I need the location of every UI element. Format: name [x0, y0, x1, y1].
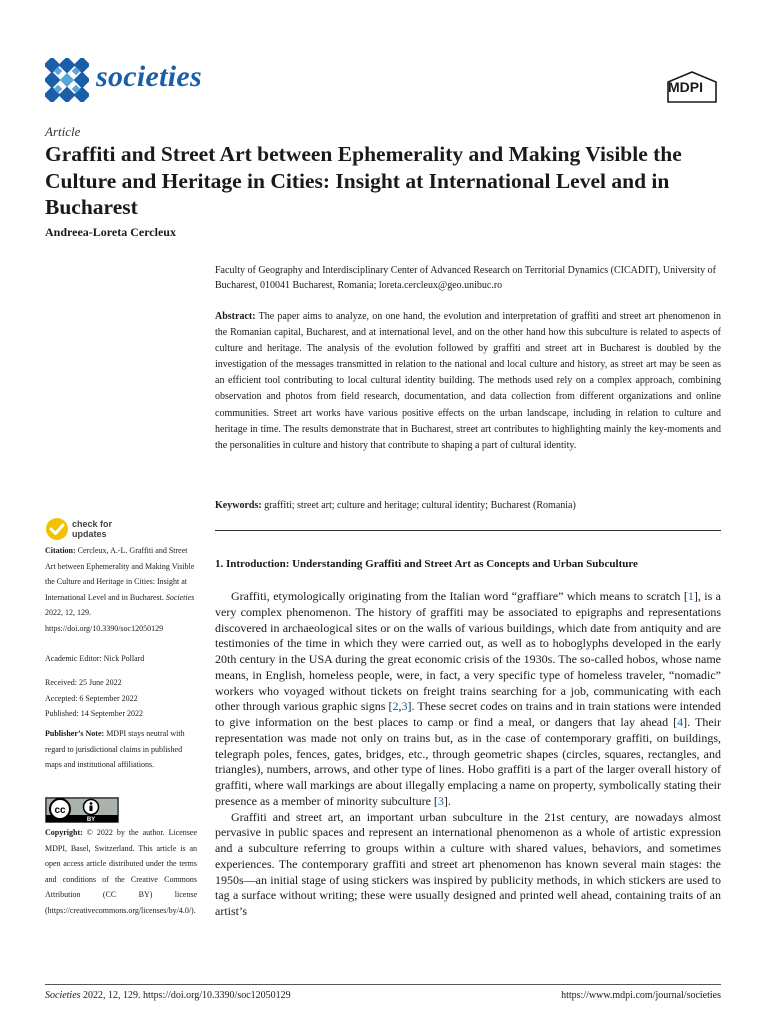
check-for-updates-label[interactable] [72, 519, 112, 539]
footer-doi[interactable]: 2022, 12, 129. https://doi.org/10.3390/soc12050129 [83, 990, 291, 1001]
abstract-label: Abstract: [215, 311, 256, 322]
citation-ref[interactable]: 3 [437, 793, 444, 808]
citation-ref[interactable]: 3 [401, 699, 408, 714]
received-date: Received: 25 June 2022 [45, 678, 122, 687]
citation-journal: Societies [165, 592, 195, 602]
divider [215, 530, 721, 531]
publisher-note-text: MDPI stays neutral with regard to jurisdictional claims in published maps and institutional affiliations. [45, 729, 185, 769]
citation-label: Citation: [45, 546, 76, 555]
author-name: Andreea-Loreta Cercleux [45, 225, 176, 239]
societies-logo-icon [45, 58, 89, 102]
citation [45, 543, 197, 636]
check-line-1: check for [72, 519, 113, 529]
paper-title: Graffiti and Street Art between Ephemerality and Making Visible the Culture and Heritage in Cities: Insight at International Level and in Bucharest [45, 142, 682, 219]
check-for-updates-icon[interactable] [45, 517, 69, 541]
keywords-label: Keywords: [215, 500, 262, 511]
publisher-note [45, 726, 197, 773]
published-date: Published: 14 September 2022 [45, 709, 143, 718]
svg-text:cc: cc [54, 805, 66, 816]
citation-doi[interactable]: 2022, 12, 129. https://doi.org/10.3390/soc12050129 [45, 608, 164, 633]
abstract [215, 309, 721, 454]
copyright [45, 825, 197, 918]
citation-text: Cercleux, A.-L. Graffiti and Street Art between Ephemerality and Making Visible the Culture and Heritage in Cities: Insight at International Level and in Bucharest. [45, 546, 195, 602]
copyright-label: Copyright: [45, 828, 83, 837]
citation-ref[interactable]: 1 [687, 589, 694, 603]
dates [45, 675, 197, 722]
academic-editor: Academic Editor: Nick Pollard [45, 654, 145, 663]
footer-citation [45, 990, 291, 1001]
citation-ref[interactable]: 2 [392, 699, 399, 714]
mdpi-logo-text: MDPI [668, 79, 703, 95]
accepted-date: Accepted: 6 September 2022 [45, 693, 138, 703]
cc-by-label: BY [86, 817, 96, 823]
abstract-text: The paper aims to analyze, on one hand, the evolution and interpretation of graffiti and street art phenomenon in the Romanian capital, Bucharest, and at international level, and on the other hand how this subculture is related to aspects of culture and heritage. The analysis of the evolution followed by graffiti and street art in Bucharest is doubled by the investigation of the messages transmitted in relation to the national and local culture and history, as street art may be seen as an efficient tool contributing to local cultural identity building. The methods used rely on a complex approach, combining observation and photos from field research, documentation, and data collection from different organizations and online communities. Street art works have various positive effects on the urban landscape, including in relation to culture and heritage in time. The results demonstrate that in Bucharest, street art contributes to highlighting mainly the key-moments and the personalities in culture and history that contribute to shaping a part of cultural identity. [215, 311, 721, 451]
cc-by-license-icon[interactable] [45, 797, 119, 823]
journal-name: societies [96, 60, 203, 93]
affiliation: Faculty of Geography and Interdisciplinary Center of Advanced Research on Territorial Dynamics (CICADIT), University of Bucharest, 010041 Bucharest, Romania; loreta.cercleux@geo.unibuc.ro [215, 265, 716, 291]
copyright-text: © 2022 by the author. Licensee MDPI, Basel, Switzerland. This article is an open access article distributed under the terms and conditions of the Creative Commons Attribution (CC BY) license (https://creativecommons.org/licenses/by/4.0/). [45, 828, 198, 915]
publisher-note-label: Publisher’s Note: [45, 729, 105, 738]
body-text [215, 589, 721, 920]
footer-url[interactable]: https://www.mdpi.com/journal/societies [561, 990, 721, 1001]
keywords [215, 499, 721, 513]
footer-journal: Societies [45, 990, 81, 1001]
check-line-2: updates [72, 529, 107, 539]
paragraph-1: Graffiti, etymologically originating from the Italian word “graffiare” which means to scratch [1], is a very complex phenomenon. The history of graffiti may be associated to epigraphs and representations discovered in archaeological sites or on the walls of various buildings, which date from antiquity and are testimonies of the time in which they were carried out, as well as to hoboglyphs developed in the early 20th century in the USA during the great economic crisis of the 1930s. The so-called hobos, whose name means, in English, homeless people, were, in fact, a very specific type of homeless traveler, “nomadic” workers who voyaged without tickets on freight trains searching for a job, communicating with each other through various graphic signs [2,3]. These secret codes on trains and in train stations were intended to give information on the best places to camp or find a meal, or dangers that lay ahead [4]. Their representation was made not only on trains but, as in the case of contemporary graffiti, on buildings, telegraph poles, fences, gates, bridges, etc., through geometric shapes (circles, squares, rectangles, and triangles), numbers, arrows, and other type of lines. Hobo graffiti is a part of the larger overall history of graffiti, where wall markings are about illegally emplacing a name on property, symbolically stating their presence as a member of minority subculture [3]. [215, 589, 722, 808]
footer-divider [45, 984, 721, 985]
article-type: Article [45, 124, 81, 139]
paragraph-2: Graffiti and street art, an important urban subculture in the 21st century, are nowadays almost pervasive in public spaces and represent an international phenomenon as a whole of artistic expression and a subculture referring to groups within a culture with shared values, behaviors, and sometimes experiences. The contemporary graffiti and street art phenomenon has known several main stages: the 1950s—an initial stage of using stickers was inspired by publicity methods, in which stickers are used to tag a surface without writing; these were usually designed and printed well ahead, containing traits of an artist’s [215, 809, 721, 918]
citation-ref[interactable]: 4 [677, 715, 684, 729]
section-title: 1. Introduction: Understanding Graffiti and Street Art as Concepts and Urban Subculture [215, 558, 638, 570]
keywords-text: graffiti; street art; culture and heritage; cultural identity; Bucharest (Romania) [264, 500, 576, 511]
